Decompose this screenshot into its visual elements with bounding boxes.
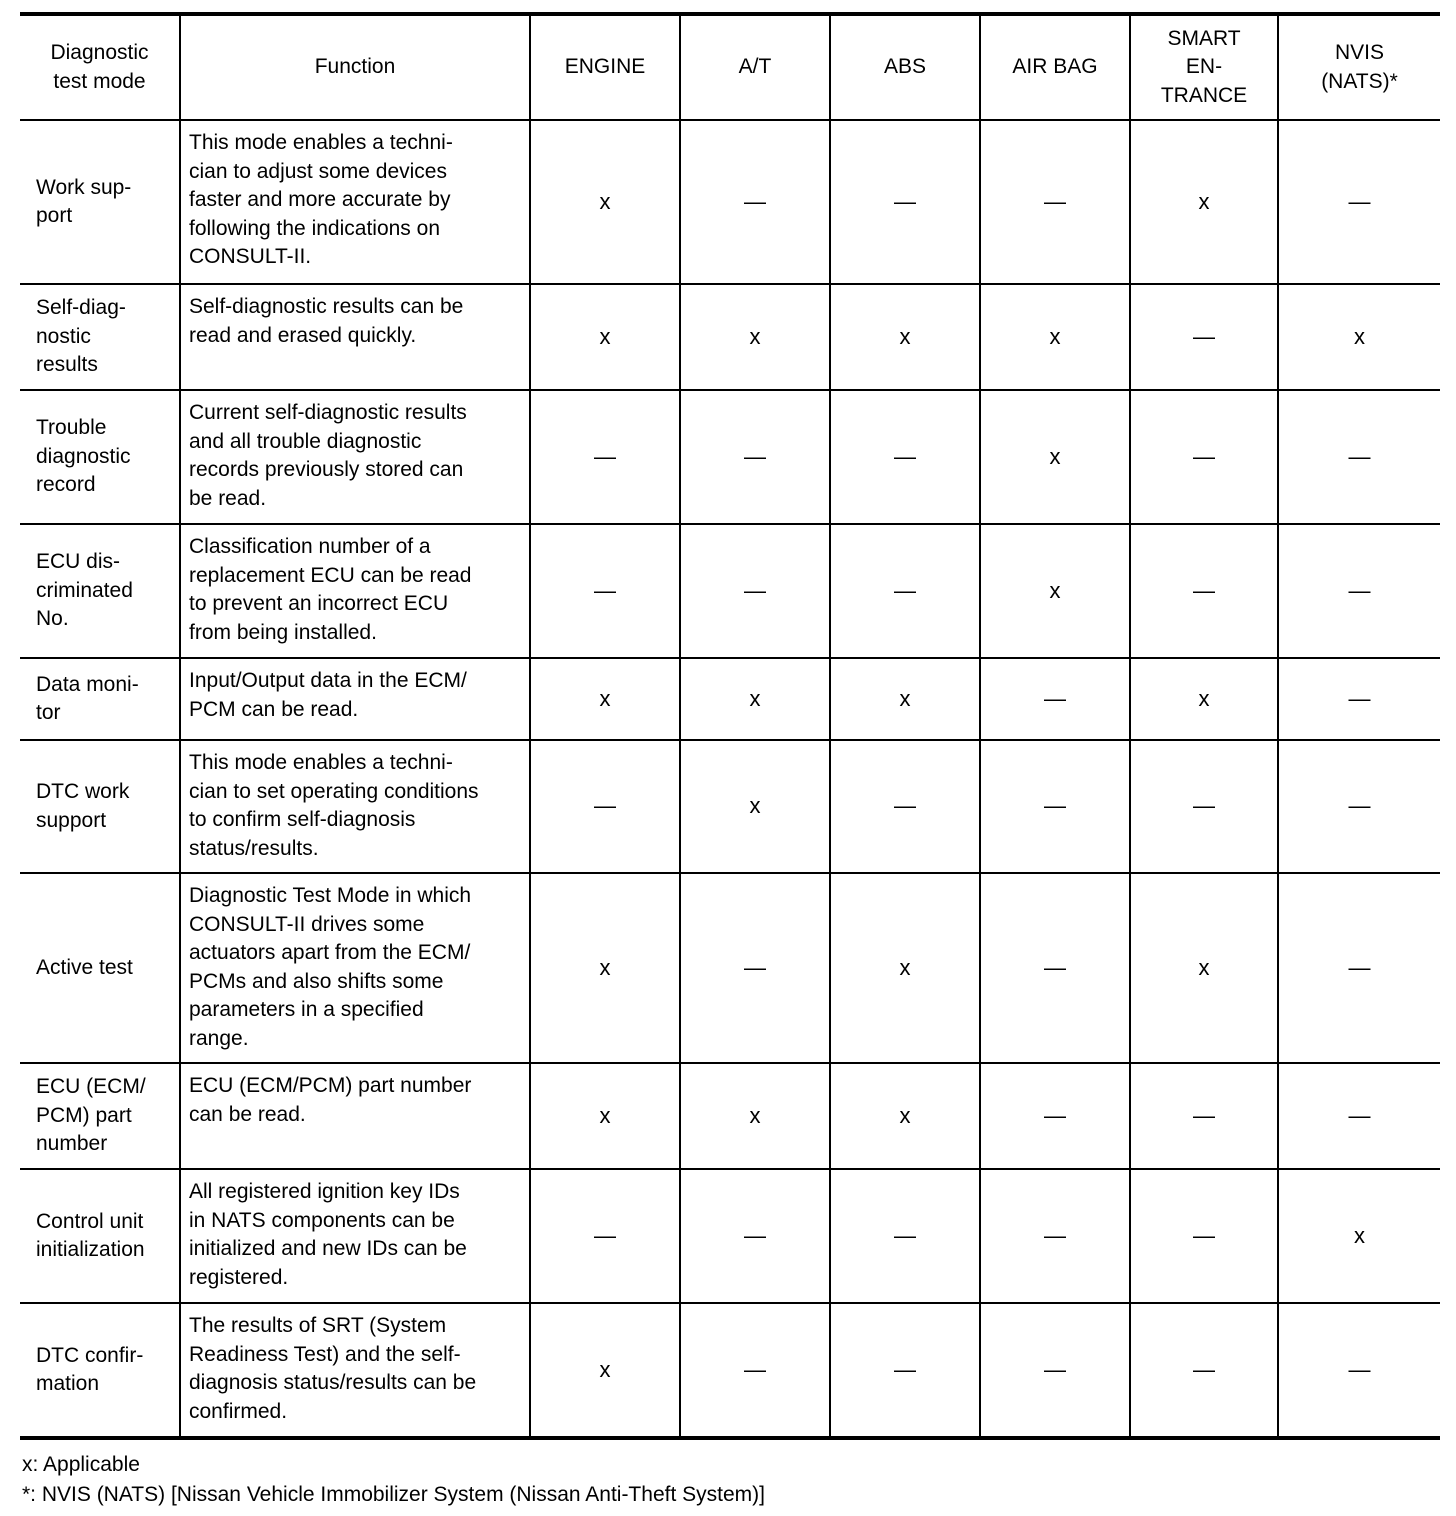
applicable-mark-nvis-nats: x (1278, 1169, 1440, 1303)
function-cell: Current self-diagnostic results and all trouble diagnostic records previously stored can be read. (180, 390, 530, 524)
applicable-mark-abs: x (830, 1063, 980, 1169)
not-applicable-mark-nvis-nats: — (1278, 740, 1440, 873)
not-applicable-mark-at: — (680, 873, 830, 1063)
function-cell: The results of SRT (System Readiness Test) and the self- diagnosis status/results can be confirmed. (180, 1303, 530, 1438)
header-engine: ENGINE (530, 14, 680, 120)
header-nvis-nats: NVIS (NATS)* (1278, 14, 1440, 120)
applicable-mark-at: x (680, 284, 830, 390)
table-row (20, 390, 1440, 524)
not-applicable-mark-air-bag: — (980, 1063, 1130, 1169)
header-abs: ABS (830, 14, 980, 120)
not-applicable-mark-engine: — (530, 1169, 680, 1303)
table-row (20, 1169, 1440, 1303)
not-applicable-mark-nvis-nats: — (1278, 1303, 1440, 1438)
function-cell: Input/Output data in the ECM/ PCM can be read. (180, 658, 530, 740)
not-applicable-mark-air-bag: — (980, 1303, 1130, 1438)
applicable-mark-engine: x (530, 1303, 680, 1438)
not-applicable-mark-smart-entrance: — (1130, 1303, 1278, 1438)
not-applicable-mark-engine: — (530, 740, 680, 873)
not-applicable-mark-nvis-nats: — (1278, 390, 1440, 524)
not-applicable-mark-smart-entrance: — (1130, 740, 1278, 873)
mode-cell: Trouble diagnostic record (20, 390, 180, 524)
applicable-mark-engine: x (530, 873, 680, 1063)
not-applicable-mark-abs: — (830, 1169, 980, 1303)
not-applicable-mark-nvis-nats: — (1278, 120, 1440, 284)
function-cell: ECU (ECM/PCM) part number can be read. (180, 1063, 530, 1169)
header-diagnostic-test-mode: Diagnostic test mode (20, 14, 180, 120)
footnotes (20, 1450, 1440, 1510)
not-applicable-mark-air-bag: — (980, 740, 1130, 873)
applicable-mark-engine: x (530, 1063, 680, 1169)
not-applicable-mark-smart-entrance: — (1130, 1169, 1278, 1303)
applicable-mark-smart-entrance: x (1130, 120, 1278, 284)
not-applicable-mark-air-bag: — (980, 120, 1130, 284)
not-applicable-mark-nvis-nats: — (1278, 873, 1440, 1063)
not-applicable-mark-air-bag: — (980, 873, 1130, 1063)
function-cell: This mode enables a techni- cian to adjust some devices faster and more accurate by following the indications on CONSULT-II. (180, 120, 530, 284)
header-at: A/T (680, 14, 830, 120)
table-row (20, 284, 1440, 390)
diagnostic-mode-document (20, 12, 1440, 1510)
applicable-mark-at: x (680, 658, 830, 740)
not-applicable-mark-engine: — (530, 524, 680, 658)
footnote-nvis: *: NVIS (NATS) [Nissan Vehicle Immobilizer System (Nissan Anti-Theft System)] (22, 1483, 765, 1506)
applicable-mark-air-bag: x (980, 390, 1130, 524)
table-row (20, 120, 1440, 284)
header-row (20, 14, 1440, 120)
mode-cell: Data moni- tor (20, 658, 180, 740)
not-applicable-mark-at: — (680, 1169, 830, 1303)
footnote-applicable: x: Applicable (22, 1453, 140, 1476)
mode-cell: DTC confir- mation (20, 1303, 180, 1438)
applicable-mark-smart-entrance: x (1130, 658, 1278, 740)
not-applicable-mark-smart-entrance: — (1130, 390, 1278, 524)
mode-cell: ECU dis- criminated No. (20, 524, 180, 658)
applicable-mark-engine: x (530, 284, 680, 390)
mode-cell: DTC work support (20, 740, 180, 873)
function-cell: All registered ignition key IDs in NATS components can be initialized and new IDs can be registered. (180, 1169, 530, 1303)
applicable-mark-abs: x (830, 873, 980, 1063)
not-applicable-mark-air-bag: — (980, 658, 1130, 740)
table-row (20, 740, 1440, 873)
not-applicable-mark-abs: — (830, 1303, 980, 1438)
not-applicable-mark-engine: — (530, 390, 680, 524)
header-smart-entrance: SMART EN- TRANCE (1130, 14, 1278, 120)
not-applicable-mark-air-bag: — (980, 1169, 1130, 1303)
diagnostic-test-mode-table (20, 12, 1440, 1440)
not-applicable-mark-abs: — (830, 524, 980, 658)
not-applicable-mark-at: — (680, 120, 830, 284)
not-applicable-mark-abs: — (830, 120, 980, 284)
applicable-mark-smart-entrance: x (1130, 873, 1278, 1063)
not-applicable-mark-nvis-nats: — (1278, 658, 1440, 740)
mode-cell: Active test (20, 873, 180, 1063)
applicable-mark-engine: x (530, 120, 680, 284)
applicable-mark-air-bag: x (980, 284, 1130, 390)
mode-cell: Self-diag- nostic results (20, 284, 180, 390)
table-row (20, 1303, 1440, 1438)
function-cell: Diagnostic Test Mode in which CONSULT-II drives some actuators apart from the ECM/ PCMs and also shifts some parameters in a specified range. (180, 873, 530, 1063)
not-applicable-mark-nvis-nats: — (1278, 1063, 1440, 1169)
header-air-bag: AIR BAG (980, 14, 1130, 120)
function-cell: This mode enables a techni- cian to set operating conditions to confirm self-diagnosis status/results. (180, 740, 530, 873)
not-applicable-mark-nvis-nats: — (1278, 524, 1440, 658)
table-row (20, 658, 1440, 740)
table-row (20, 873, 1440, 1063)
not-applicable-mark-at: — (680, 524, 830, 658)
function-cell: Classification number of a replacement ECU can be read to prevent an incorrect ECU from being installed. (180, 524, 530, 658)
mode-cell: ECU (ECM/ PCM) part number (20, 1063, 180, 1169)
not-applicable-mark-at: — (680, 1303, 830, 1438)
not-applicable-mark-smart-entrance: — (1130, 1063, 1278, 1169)
header-function: Function (180, 14, 530, 120)
applicable-mark-engine: x (530, 658, 680, 740)
not-applicable-mark-smart-entrance: — (1130, 284, 1278, 390)
not-applicable-mark-smart-entrance: — (1130, 524, 1278, 658)
function-cell: Self-diagnostic results can be read and erased quickly. (180, 284, 530, 390)
mode-cell: Work sup- port (20, 120, 180, 284)
applicable-mark-nvis-nats: x (1278, 284, 1440, 390)
applicable-mark-air-bag: x (980, 524, 1130, 658)
applicable-mark-abs: x (830, 658, 980, 740)
table-row (20, 524, 1440, 658)
mode-cell: Control unit initialization (20, 1169, 180, 1303)
not-applicable-mark-abs: — (830, 740, 980, 873)
applicable-mark-at: x (680, 1063, 830, 1169)
not-applicable-mark-at: — (680, 390, 830, 524)
table-row (20, 1063, 1440, 1169)
applicable-mark-at: x (680, 740, 830, 873)
applicable-mark-abs: x (830, 284, 980, 390)
not-applicable-mark-abs: — (830, 390, 980, 524)
